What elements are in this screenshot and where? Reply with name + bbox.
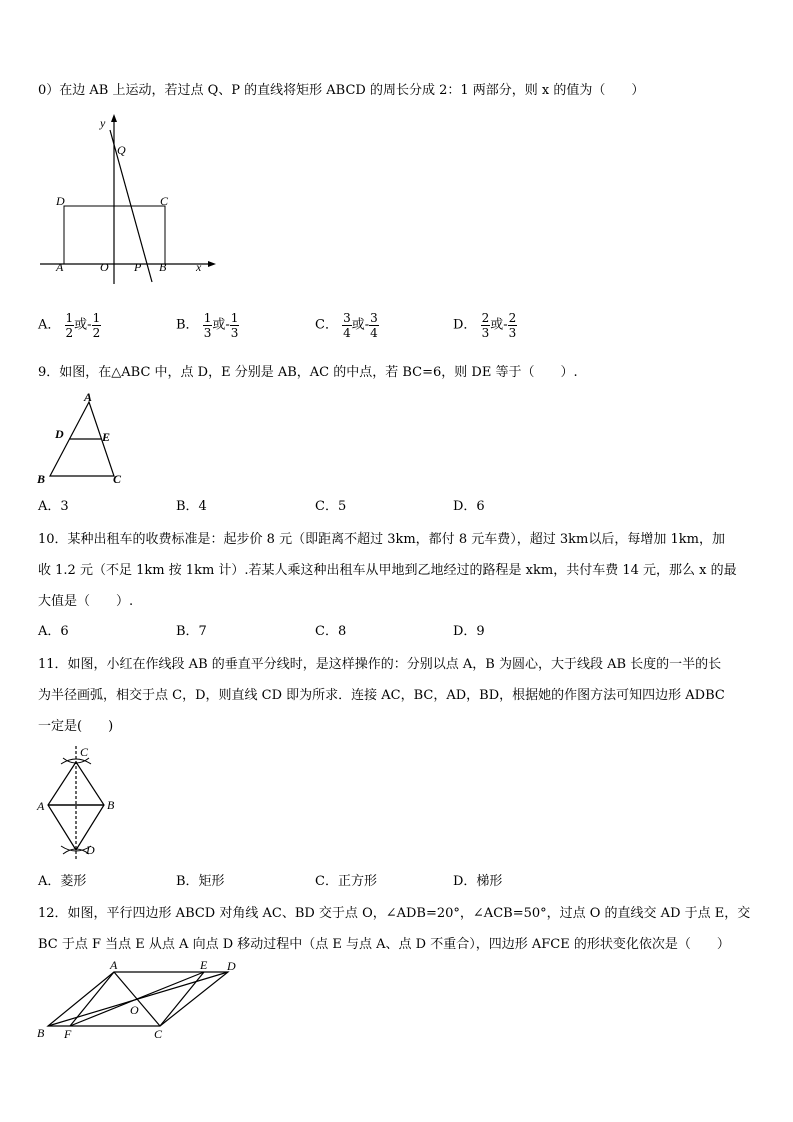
x-axis-arrow xyxy=(208,261,216,267)
q10-option-d[interactable]: D．9 xyxy=(453,624,485,639)
q8-option-b[interactable]: B． $\frac{1}{3}$ 或- $\frac{1}{3}$ xyxy=(176,311,239,340)
q12-stem-line2: BC 于点 F 当点 E 从点 A 向点 D 移动过程中（点 E 与点 A、点 D 不重合），四边形 AFCE 的形状变化依次是（ ） xyxy=(38,937,730,952)
q12-figure xyxy=(32,958,252,1044)
q11-figure xyxy=(30,742,130,864)
label-d: D xyxy=(55,427,64,441)
label-q: Q xyxy=(117,143,126,157)
q8-figure xyxy=(30,112,220,287)
q8-stem: 0）在边 AB 上运动，若过点 Q、P 的直线将矩形 ABCD 的周长分成 2：1 两部分，则 x 的值为（ ） xyxy=(38,83,645,98)
y-axis-arrow xyxy=(111,114,117,122)
label-d: D xyxy=(86,843,95,857)
label-a: A xyxy=(37,799,45,813)
label-b: B xyxy=(37,472,46,486)
label-o: O xyxy=(100,260,109,274)
q11-stem-line1: 11．如图，小红在作线段 AB 的垂直平分线时，是这样操作的：分别以点 A，B 为圆心，大于线段 AB 长度的一半的长 xyxy=(38,657,722,672)
q11-option-d[interactable]: D．梯形 xyxy=(453,874,503,889)
q11-stem-line3: 一定是( ) xyxy=(38,719,114,734)
q9-stem: 9．如图，在△ABC 中，点 D，E 分别是 AB，AC 的中点，若 BC=6，则 DE 等于（ ）. xyxy=(38,365,578,380)
q8-option-d[interactable]: D． $\frac{2}{3}$ 或- $\frac{2}{3}$ xyxy=(453,311,517,340)
label-x: x xyxy=(196,260,202,274)
q11-option-c[interactable]: C．正方形 xyxy=(315,874,377,889)
q9-option-c[interactable]: C．5 xyxy=(315,499,347,514)
label-a: A xyxy=(84,390,93,404)
label-c: C xyxy=(80,745,89,759)
label-e: E xyxy=(200,958,208,972)
label-b: B xyxy=(37,1026,45,1040)
q9-option-a[interactable]: A．3 xyxy=(38,499,69,514)
label-f: F xyxy=(64,1027,72,1041)
label-d: D xyxy=(56,194,65,208)
q12-stem-line1: 12．如图，平行四边形 ABCD 对角线 AC、BD 交于点 O，∠ADB=20°，∠ACB=50°，过点 O 的直线交 AD 于点 E，交 xyxy=(38,906,751,921)
label-a: A xyxy=(110,958,118,972)
q10-stem-line1: 10．某种出租车的收费标准是：起步价 8 元（即距离不超过 3km，都付 8 元车费），超过 3km以后，每增加 1km，加 xyxy=(38,532,725,547)
label-p: P xyxy=(134,260,142,274)
line-ef xyxy=(70,972,204,1026)
segment-af xyxy=(70,972,114,1026)
label-c: C xyxy=(113,472,122,486)
sides-ac-ad xyxy=(48,762,76,850)
label-c: C xyxy=(154,1027,163,1041)
segment-ce xyxy=(160,972,204,1026)
label-b: B xyxy=(159,260,167,274)
sides-bc-bd xyxy=(76,762,104,850)
q9-figure xyxy=(32,390,132,488)
q10-option-a[interactable]: A．6 xyxy=(38,624,69,639)
q11-option-b[interactable]: B．矩形 xyxy=(176,874,225,889)
q8-option-c[interactable]: C． $\frac{3}{4}$ 或- $\frac{3}{4}$ xyxy=(315,311,378,340)
label-e: E xyxy=(102,430,111,444)
q9-option-d[interactable]: D．6 xyxy=(453,499,485,514)
q8-option-a[interactable]: A． $\frac{1}{2}$ 或- $\frac{1}{2}$ xyxy=(38,311,101,340)
label-o: O xyxy=(130,1003,139,1017)
label-a: A xyxy=(56,260,64,274)
label-c: C xyxy=(160,194,169,208)
q11-stem-line2: 为半径画弧，相交于点 C，D，则直线 CD 即为所求．连接 AC，BC，AD，BD，根据她的作图方法可知四边形 ADBC xyxy=(38,688,725,703)
q10-stem-line3: 大值是（ ）. xyxy=(38,594,134,609)
q11-option-a[interactable]: A．菱形 xyxy=(38,874,87,889)
q9-option-b[interactable]: B．4 xyxy=(176,499,207,514)
label-y: y xyxy=(100,116,106,130)
label-b: B xyxy=(107,798,115,812)
label-d: D xyxy=(227,959,236,973)
q10-option-c[interactable]: C．8 xyxy=(315,624,347,639)
q10-stem-line2: 收 1.2 元（不足 1km 按 1km 计）.若某人乘这种出租车从甲地到乙地经过的路程是 xkm，共付车费 14 元，那么 x 的最 xyxy=(38,563,737,578)
q10-option-b[interactable]: B．7 xyxy=(176,624,207,639)
